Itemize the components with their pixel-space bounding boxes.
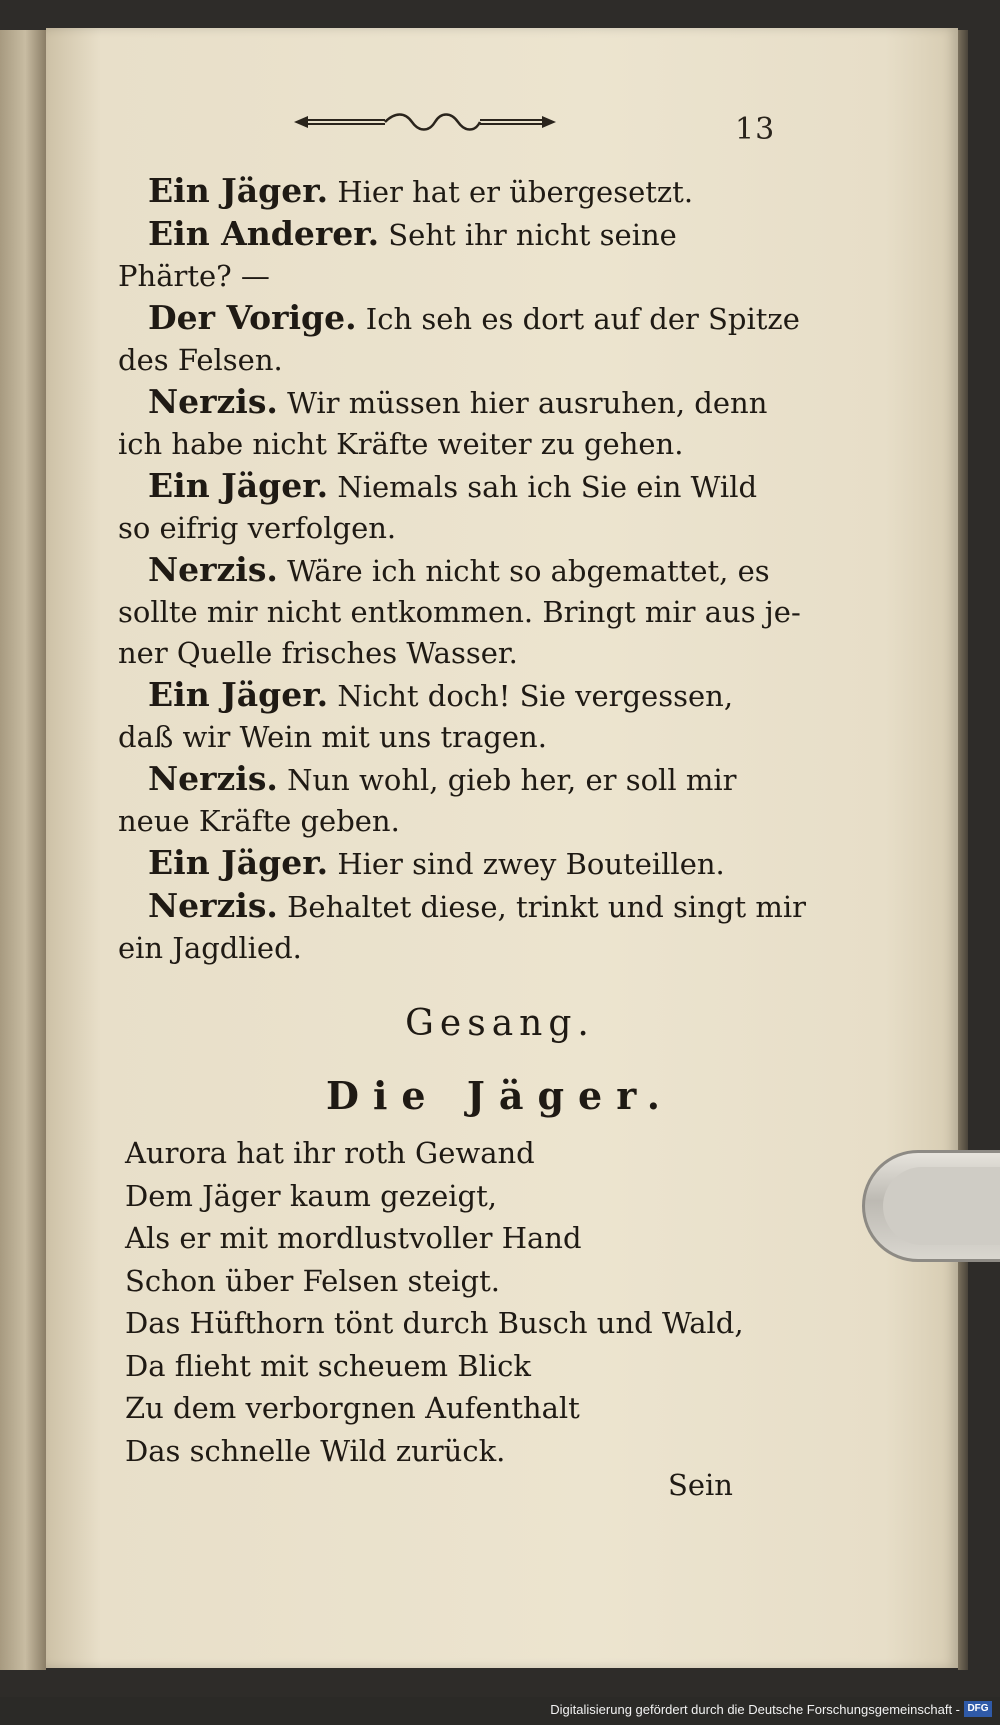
speaker: Nerzis. — [148, 886, 278, 925]
dialogue-line — [118, 465, 778, 508]
speech: ner Quelle frisches Wasser. — [118, 636, 518, 670]
speaker: Ein Jäger. — [148, 843, 329, 882]
dfg-logo: DFG — [964, 1701, 992, 1717]
dialogue-line — [118, 424, 778, 465]
speaker: Der Vorige. — [148, 298, 357, 337]
dialogue-line — [118, 170, 778, 213]
poem-title: Die Jäger. — [326, 1073, 674, 1118]
speech: Hier sind zwey Bouteillen. — [337, 847, 725, 881]
poem-line: Das Hüfthorn tönt durch Busch und Wald, — [125, 1306, 744, 1340]
poem-line: Aurora hat ihr roth Gewand — [125, 1136, 535, 1170]
speech: Ich seh es dort auf der Spitze — [365, 302, 800, 336]
footer-credit: Digitalisierung gefördert durch die Deutsche Forschungsgemeinschaft - — [550, 1702, 960, 1717]
speech: neue Kräfte geben. — [118, 804, 400, 838]
poem-line: Zu dem verborgnen Aufenthalt — [125, 1391, 580, 1425]
speech: Wir müssen hier ausruhen, denn — [287, 386, 768, 420]
speech: sollte mir nicht entkommen. Bringt mir aus je- — [118, 595, 801, 629]
poem-line: Dem Jäger kaum gezeigt, — [125, 1178, 497, 1213]
dialogue-line — [118, 674, 778, 717]
dialogue-line — [118, 508, 778, 549]
speech: des Felsen. — [118, 343, 283, 377]
dialogue-line — [118, 801, 778, 842]
dialogue-line — [118, 885, 806, 928]
speaker: Nerzis. — [148, 550, 278, 589]
dialogue-text — [118, 170, 806, 969]
speaker: Ein Jäger. — [148, 466, 329, 505]
catchword: Sein — [668, 1468, 733, 1502]
head-ornament — [290, 110, 560, 134]
poem-line: Schon über Felsen steigt. — [125, 1263, 500, 1298]
speaker: Ein Jäger. — [148, 171, 329, 210]
poem-text — [125, 1132, 765, 1472]
song-heading: Gesang. — [405, 1003, 595, 1044]
speech: so eifrig verfolgen. — [118, 511, 397, 545]
speech: Hier hat er übergesetzt. — [337, 175, 694, 209]
speech: Wäre ich nicht so abgemattet, es — [287, 554, 770, 588]
dialogue-line — [118, 928, 778, 969]
speech: Nicht doch! Sie vergessen, — [337, 679, 734, 713]
page-number: 13 — [735, 112, 776, 147]
poem-line: Als er mit mordlustvoller Hand — [125, 1221, 582, 1255]
poem-line: Das schnelle Wild zurück. — [125, 1433, 506, 1468]
dialogue-line — [118, 340, 778, 381]
left-page-edge — [0, 30, 46, 1670]
dialogue-line — [118, 633, 778, 674]
speech: Niemals sah ich Sie ein Wild — [337, 470, 758, 504]
speech: ich habe nicht Kräfte weiter zu gehen. — [118, 427, 684, 461]
speaker: Ein Jäger. — [148, 675, 329, 714]
page-fore-edge — [958, 30, 968, 1670]
speech: ein Jagdlied. — [118, 931, 302, 965]
speech: Seht ihr nicht seine — [388, 218, 677, 252]
dialogue-line — [118, 842, 778, 885]
dialogue-line — [118, 297, 800, 340]
dialogue-line — [118, 549, 778, 592]
dialogue-line — [118, 592, 801, 633]
dialogue-line — [118, 381, 778, 424]
page-clip — [862, 1150, 1000, 1262]
dialogue-line — [118, 758, 778, 801]
speaker: Ein Anderer. — [148, 214, 380, 253]
dialogue-line — [118, 256, 778, 297]
poem-line: Da flieht mit scheuem Blick — [125, 1348, 531, 1383]
speech: Behaltet diese, trinkt und singt mir — [287, 890, 806, 924]
page-clip-inner — [883, 1167, 1000, 1245]
dialogue-line — [118, 213, 778, 256]
speech: Phärte? — — [118, 259, 270, 293]
speech: Nun wohl, gieb her, er soll mir — [287, 763, 737, 797]
speaker: Nerzis. — [148, 759, 278, 798]
speaker: Nerzis. — [148, 382, 278, 421]
speech: daß wir Wein mit uns tragen. — [118, 720, 547, 754]
dialogue-line — [118, 717, 778, 758]
